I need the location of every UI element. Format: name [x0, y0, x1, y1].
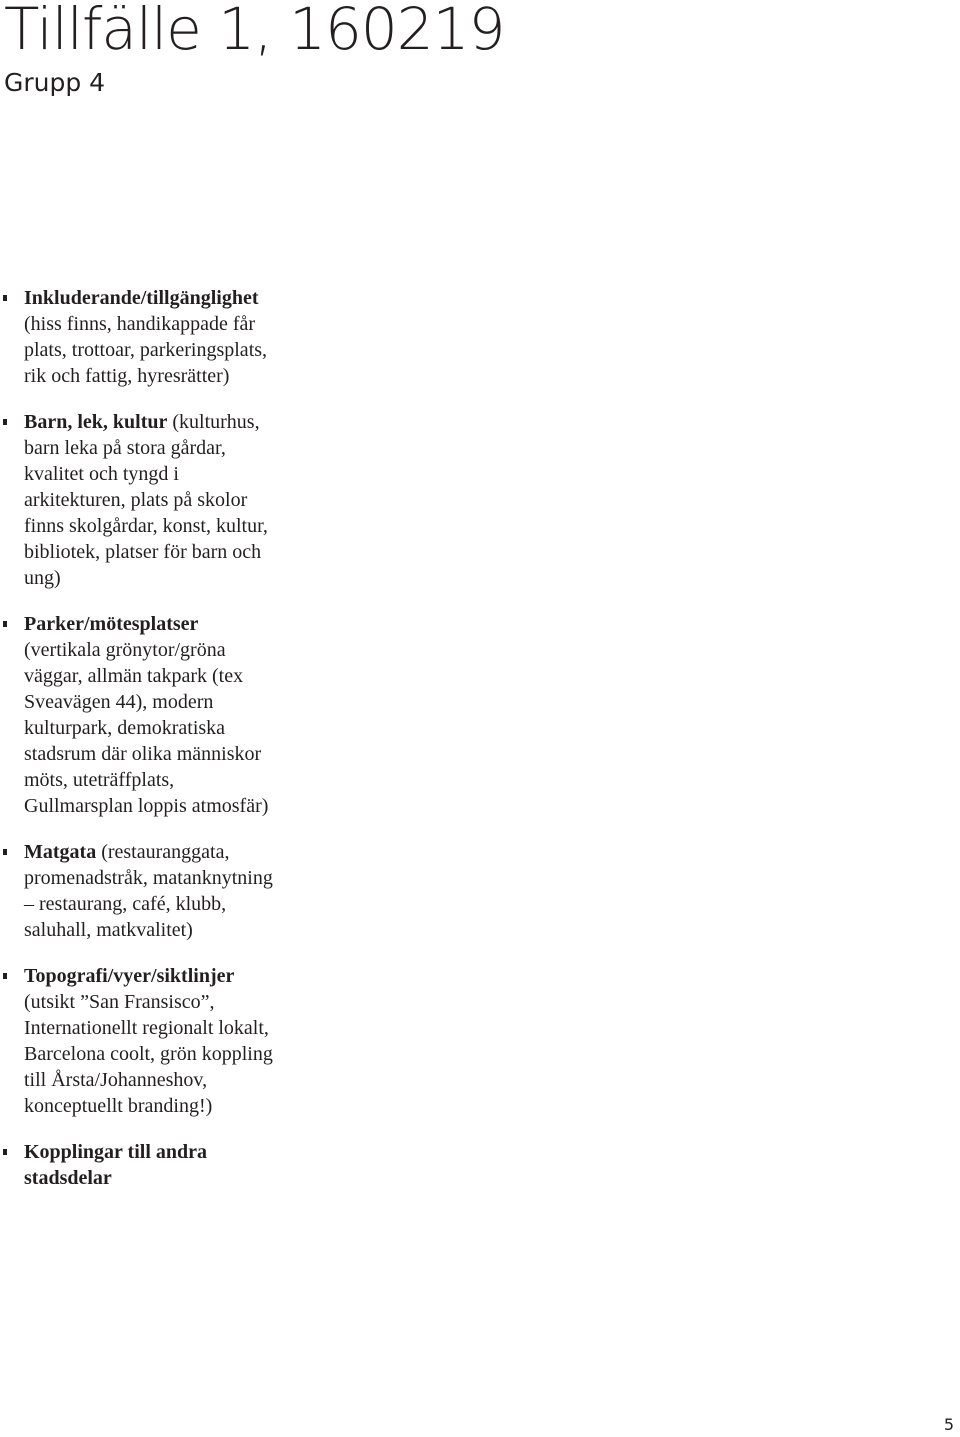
bullet-icon [3, 419, 7, 425]
list-item-details: (restauranggata, promenadstråk, matanknytning – restaurang, café, klubb, saluhall, matkvalitet) [24, 841, 273, 941]
page-title: Tillfälle 1, 160219 [4, 0, 505, 63]
list-item-details: (utsikt ”San Fransisco”, Internationellt regionalt lokalt, Barcelona coolt, grön koppling till Årsta/Johanneshov, konceptuellt branding!) [24, 991, 273, 1117]
bullet-list [0, 285, 320, 1211]
group-subtitle: Grupp 4 [4, 68, 106, 97]
list-item-details: (hiss finns, handikappade får plats, trottoar, parkeringsplats, rik och fattig, hyresrätter) [24, 313, 268, 387]
list-item-text [24, 963, 320, 1119]
list-item [0, 963, 320, 1119]
bullet-icon [3, 295, 7, 301]
list-item-heading: Inkluderande/tillgänglighet [24, 287, 259, 309]
list-item-heading: Barn, lek, kultur [24, 411, 168, 433]
list-item-heading: Topografi/vyer/siktlinjer [24, 965, 235, 987]
bullet-icon [3, 621, 7, 627]
list-item-text [24, 611, 320, 819]
list-item [0, 409, 320, 591]
bullet-icon [3, 973, 7, 979]
list-item [0, 611, 320, 819]
list-item-heading: Matgata [24, 841, 97, 863]
list-item-heading: Parker/mötesplatser [24, 613, 199, 635]
list-item-text [24, 1139, 320, 1191]
list-item-details: (kulturhus, barn leka på stora gårdar, kvalitet och tyngd i arkitekturen, plats på skolor finns skolgårdar, konst, kultur, bibliotek, platser för barn och ung) [24, 411, 268, 589]
list-item-text [24, 285, 320, 389]
list-item [0, 1139, 320, 1191]
list-item [0, 839, 320, 943]
bullet-icon [3, 849, 7, 855]
page-number: 5 [943, 1415, 954, 1434]
list-item-text [24, 839, 320, 943]
list-item-details: (vertikala grönytor/gröna väggar, allmän takpark (tex Sveavägen 44), modern kulturpark, demokratiska stadsrum där olika människor möts, uteträffplats, Gullmarsplan loppis atmosfär) [24, 639, 269, 817]
list-item-text [24, 409, 320, 591]
list-item [0, 285, 320, 389]
list-item-heading: Kopplingar till andra stadsdelar [24, 1141, 208, 1189]
bullet-icon [3, 1149, 7, 1155]
